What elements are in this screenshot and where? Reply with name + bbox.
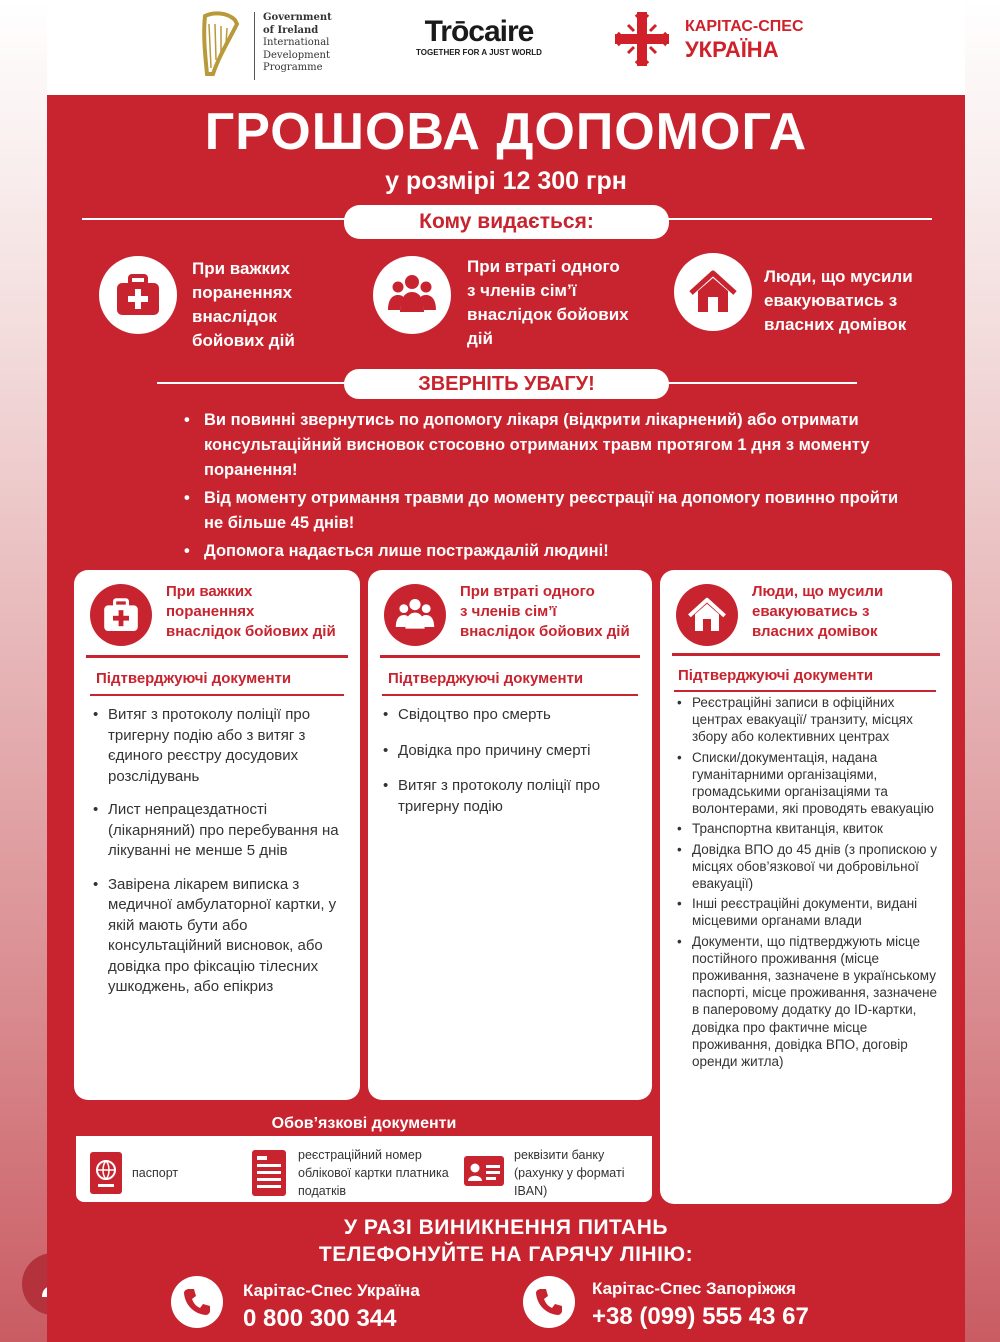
doc-passport-text: паспорт xyxy=(132,1166,179,1180)
caritas-cross-icon xyxy=(610,7,674,71)
card-title-line: пораненнях xyxy=(166,603,255,620)
who-heading: Кому видається: xyxy=(344,205,669,239)
caritas-logo xyxy=(610,5,830,85)
card-family xyxy=(368,570,652,1100)
card-title-line: внаслідок бойових дій xyxy=(460,623,630,640)
card-title-line: При важких xyxy=(166,583,253,600)
ireland-line: Development xyxy=(263,49,330,61)
poster xyxy=(47,0,965,1342)
card-icon xyxy=(676,584,738,646)
category-line: Люди, що мусили xyxy=(764,267,913,286)
phone-icon-wrap xyxy=(523,1276,575,1328)
page-title: ГРОШОВА ДОПОМОГА xyxy=(204,103,808,161)
card-doc-list xyxy=(382,705,632,832)
ireland-aid-logo xyxy=(199,8,349,86)
card-title-line: евакуюватись з xyxy=(752,603,870,620)
card-header xyxy=(672,578,940,656)
ireland-line: Programme xyxy=(263,62,323,73)
card-subheading: Підтверджуючі документи xyxy=(96,670,292,687)
card-header xyxy=(86,578,348,658)
card-icon xyxy=(384,584,446,646)
hotline-line-2: ТЕЛЕФОНУЙТЕ НА ГАРЯЧУ ЛІНІЮ: xyxy=(318,1243,694,1266)
phone-icon xyxy=(534,1287,564,1317)
card-title-line: внаслідок бойових дій xyxy=(166,623,336,640)
category-line: пораненнях xyxy=(192,283,293,302)
card-subheading: Підтверджуючі документи xyxy=(678,667,874,684)
card-sub-divider xyxy=(90,694,344,696)
category-line: власних домівок xyxy=(764,315,907,334)
category-line: внаслідок бойових xyxy=(467,305,629,324)
phone-icon-wrap xyxy=(171,1276,223,1328)
card-sub-divider xyxy=(674,690,936,692)
list-item: • Транспортна квитанція, квиток xyxy=(676,820,942,837)
ireland-text xyxy=(263,12,353,75)
category-line: бойових дій xyxy=(192,331,295,350)
card-title-line: При втраті одного xyxy=(460,583,595,600)
card-icon xyxy=(90,584,152,646)
logo-divider xyxy=(254,12,255,80)
harp-icon xyxy=(199,10,241,78)
list-item: • Завірена лікарем виписка з медичної амбулаторної картки, у якій мають бути або консультаційний висновок, або довідка про фіксацію тілесних ушкоджень, або епікриз xyxy=(92,875,350,998)
category-icon-family xyxy=(373,256,451,334)
card-title xyxy=(460,582,630,642)
card-header xyxy=(380,578,640,658)
doc-bank-text: реквізити банку (рахунку у форматі IBAN) xyxy=(514,1148,625,1198)
family-icon xyxy=(395,595,435,635)
card-title-line: власних домівок xyxy=(752,623,878,640)
bank-card-icon xyxy=(464,1156,504,1186)
contact-phone-1[interactable]: 0 800 300 344 xyxy=(243,1305,397,1332)
card-evacuation xyxy=(660,570,952,1204)
passport-icon xyxy=(90,1152,122,1194)
first-aid-kit-icon xyxy=(101,595,141,635)
note-item: • Ви повинні звернутись по допомогу лікаря (відкрити лікарнений) або отримати консультаційний висновок стосовно отриманих травм протягом 1 дня з моменту поранення! xyxy=(182,408,902,483)
list-item: • Довідка про причину смерті xyxy=(382,741,632,762)
contact-org-2: Карітас-Спес Запоріжжя xyxy=(592,1279,796,1298)
trocaire-tagline: TOGETHER FOR A JUST WORLD xyxy=(416,48,542,57)
list-item: • Документи, що підтверджують місце постійного проживання (місце проживання, зазначене в українському паспорті, місце проживання, зазначене в паперовому додатку до ID-картки, довідка про фактичне місце проживання, довідка ВПО, договір оренди житла) xyxy=(676,933,942,1071)
list-item: • Витяг з протоколу поліції про тригерну подію або з витяг з єдиного реєстру досудових розслідувань xyxy=(92,705,350,787)
category-icon-injury xyxy=(99,256,177,334)
first-aid-kit-icon xyxy=(113,270,163,320)
list-item: • Інші реєстраційні документи, видані місцевими органами влади xyxy=(676,895,942,929)
attention-heading: ЗВЕРНІТЬ УВАГУ! xyxy=(344,369,669,399)
category-text-injury xyxy=(192,257,362,353)
category-line: евакуюватись з xyxy=(764,291,898,310)
category-line: внаслідок xyxy=(192,307,277,326)
card-doc-list xyxy=(676,694,942,1073)
card-injury xyxy=(74,570,360,1100)
contact-org-1: Карітас-Спес Україна xyxy=(243,1281,420,1300)
list-item: • Свідоцтво про смерть xyxy=(382,705,632,726)
category-line: з членів сім’ї xyxy=(467,281,577,300)
ireland-line: International xyxy=(263,37,330,48)
card-sub-divider xyxy=(382,694,638,696)
phone-icon xyxy=(182,1287,212,1317)
category-text-evacuation xyxy=(764,265,954,337)
caritas-text xyxy=(685,17,804,63)
family-icon xyxy=(387,270,437,320)
contact-phone-2[interactable]: +38 (099) 555 43 67 xyxy=(592,1303,809,1330)
attention-notes xyxy=(182,408,902,567)
ireland-line: of Ireland xyxy=(263,24,319,36)
house-icon xyxy=(687,595,727,635)
card-subheading: Підтверджуючі документи xyxy=(388,670,584,687)
doc-tax-number-text: реєстраційний номер облікової картки платника податків xyxy=(298,1148,449,1198)
category-line: При втраті одного xyxy=(467,257,620,276)
list-item: • Витяг з протоколу поліції про тригерну подію xyxy=(382,776,632,817)
category-line: При важких xyxy=(192,259,290,278)
mandatory-docs-title: Обов’язкові документи xyxy=(76,1112,652,1136)
trocaire-logo xyxy=(399,14,559,74)
category-icon-evacuation xyxy=(674,253,752,331)
list-item: • Довідка ВПО до 45 днів (з пропискою у місцях обов’язкової чи добровільної евакуації) xyxy=(676,841,942,893)
mandatory-docs xyxy=(74,1110,654,1204)
note-item: • Від моменту отримання травми до моменту реєстрації на допомогу повинно пройти не більше 45 днів! xyxy=(182,486,902,536)
caritas-line-2: УКРАЇНА xyxy=(685,37,779,62)
list-item: • Реєстраційні записи в офіційних центрах евакуації/ транзиту, місцях збору або колективних центрах xyxy=(676,694,942,746)
hotline-heading xyxy=(47,1214,965,1268)
category-text-family xyxy=(467,255,657,351)
trocaire-name: Trōcaire xyxy=(424,15,534,48)
tax-card-icon xyxy=(252,1150,286,1196)
card-doc-list xyxy=(92,705,350,1011)
card-title xyxy=(752,582,883,642)
list-item: • Лист непрацездатності (лікарняний) про перебування на лікуванні не менше 5 днів xyxy=(92,800,350,862)
note-item: • Допомога надається лише постраждалій людині! xyxy=(182,539,902,564)
house-icon xyxy=(688,267,738,317)
category-line: дій xyxy=(467,329,493,348)
ireland-line: Government xyxy=(263,12,332,23)
page-subtitle: у розмірі 12 300 грн xyxy=(385,167,627,195)
card-title-line: з членів сім’ї xyxy=(460,603,557,620)
logo-bar xyxy=(47,0,965,95)
card-title-line: Люди, що мусили xyxy=(752,583,884,600)
hotline-line-1: У РАЗІ ВИНИКНЕННЯ ПИТАНЬ xyxy=(344,1216,668,1239)
list-item: • Списки/документація, надана гуманітарними організаціями, громадськими організаціями та волонтерами, які проводять евакуацію xyxy=(676,749,942,818)
card-title xyxy=(166,582,336,642)
caritas-line-1: КАРІТАС-СПЕС xyxy=(685,18,804,35)
